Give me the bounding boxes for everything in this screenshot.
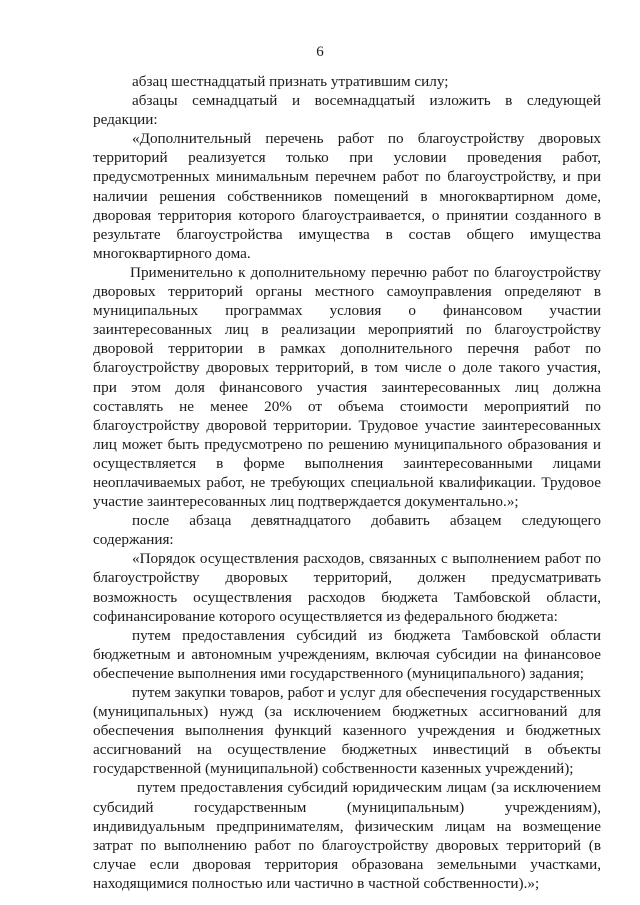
document-body bbox=[93, 72, 601, 893]
paragraph-2: абзацы семнадцатый и восемнадцатый изложить в следующей редакции: bbox=[93, 92, 601, 129]
paragraph-9: путем предоставления субсидий юридическим лицам (за исключением субсидий государственным (муниципальным) учреждениям), индивидуальным предпринимателям, физическим лицам на возмещение затрат по выполнению работ по благоустройству дворовых территорий (в случае если дворовая территория образована земельными участками, находящимися полностью или частично в частной собственности).»; bbox=[93, 779, 601, 892]
paragraph-7: путем предоставления субсидий из бюджета Тамбовской области бюджетным и автономным учреждениям, включая субсидии на финансовое обеспечение выполнения ими государственного (муниципального) задания; bbox=[93, 626, 601, 682]
paragraph-6: «Порядок осуществления расходов, связанных с выполнением работ по благоустройству дворовых территорий, должен предусматривать возможность осуществления расходов бюджета Тамбовской области, софинансирование которого осуществляется из федерального бюджета: bbox=[93, 550, 601, 625]
page-number: 6 bbox=[316, 44, 324, 60]
paragraph-4: Применительно к дополнительному перечню работ по благоустройству дворовых территорий органы местного самоуправления определяют в муниципальных программах условия о финансовом участии заинтересованных лиц в реализации мероприятий по благоустройству дворовой территории в рамках дополнительного перечня работ по благоустройству дворовых территорий, в том числе о доле такого участия, при этом доля финансового участия заинтересованных лиц должна составлять не менее 20% от объема стоимости мероприятий по благоустройству дворовой территории. Трудовое участие заинтересованных лиц может быть предусмотрено по решению муниципального образования и осуществляется в форме выполнения заинтересованными лицами неоплачиваемых работ, не требующих специальной квалификации. Трудовое участие заинтересованных лиц подтверждается документально.»; bbox=[93, 263, 601, 511]
paragraph-1: абзац шестнадцатый признать утратившим силу; bbox=[132, 73, 449, 90]
paragraph-3: «Дополнительный перечень работ по благоустройству дворовых территорий реализуется только при условии проведения работ, предусмотренных минимальным перечнем работ по благоустройству, и при наличии решения собственников помещений в многоквартирном доме, дворовая территория которого благоустраивается, о принятии созданного в результате благоустройства имущества в состав общего имущества многоквартирного дома. bbox=[93, 130, 601, 262]
paragraph-8: путем закупки товаров, работ и услуг для обеспечения государственных (муниципальных) нужд (за исключением бюджетных ассигнований для обеспечения выполнения функций казенного учреждения и бюджетных ассигнований на осуществление бюджетных инвестиций в объекты государственной (муниципальной) собственности казенных учреждений); bbox=[93, 684, 601, 778]
paragraph-5: после абзаца девятнадцатого добавить абзацем следующего содержания: bbox=[93, 512, 601, 549]
